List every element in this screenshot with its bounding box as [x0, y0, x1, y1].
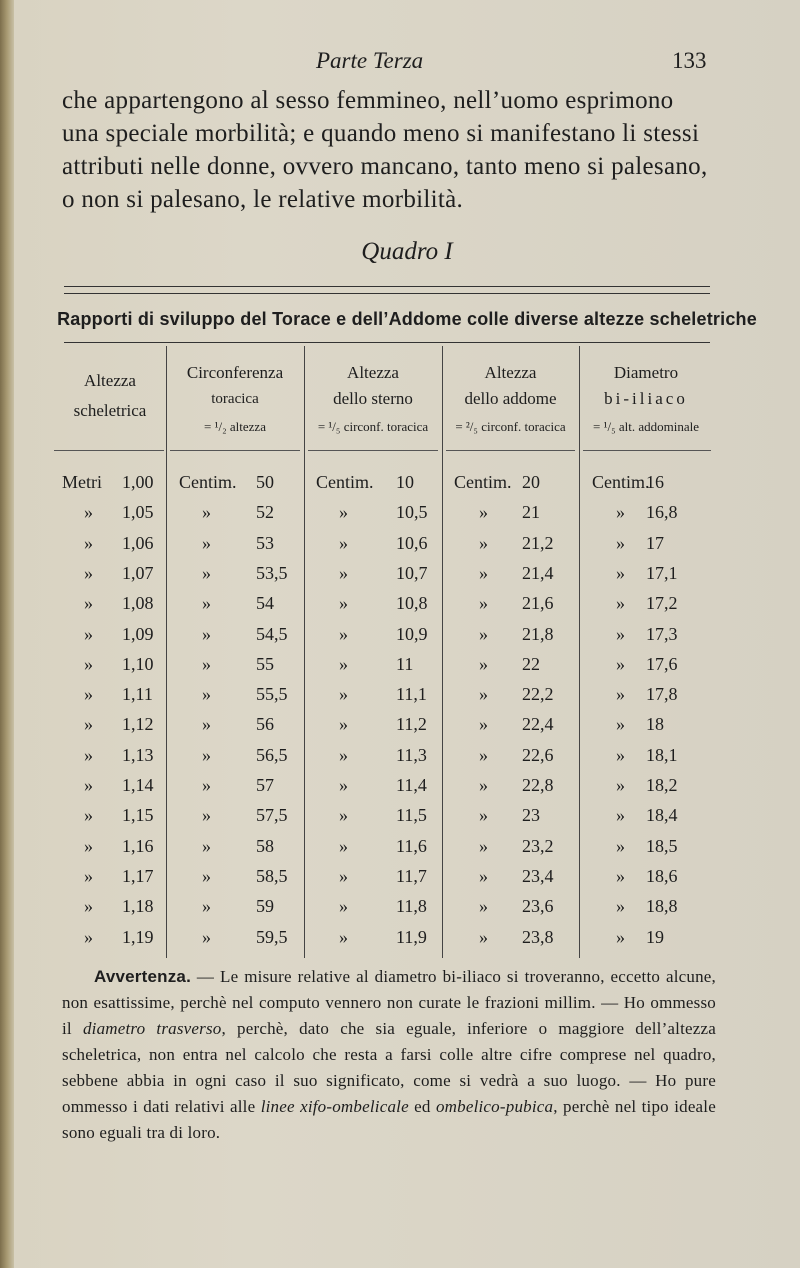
- ditto-mark: »: [479, 865, 488, 886]
- table-cell: 11,2: [396, 714, 427, 735]
- table-cell: 16,8: [646, 502, 678, 523]
- column-header-diametro: [579, 360, 713, 412]
- ditto-mark: »: [202, 623, 211, 644]
- ditto-mark: »: [84, 593, 93, 614]
- column-header-altezza-addome: [442, 360, 579, 412]
- table-cell: 22,8: [522, 775, 554, 795]
- table-cell: 19: [646, 926, 664, 947]
- table-cell: 10,9: [396, 623, 428, 644]
- column-header-circonferenza: [166, 360, 304, 412]
- ditto-mark: »: [339, 896, 348, 917]
- table-row: [14, 624, 800, 654]
- header-rule: [308, 450, 438, 451]
- ditto-mark: »: [616, 926, 625, 947]
- header-line: scheletrica: [73, 401, 147, 420]
- book-binding-edge: [0, 0, 14, 1268]
- intro-text: che appartengono al sesso femmineo, nell’uomo esprimono una speciale morbilità; e quando meno si manifestano li stessi attributi nelle donne, ovvero mancano, tanto meno si palesano, o non si palesano, le relative morbilità.: [62, 87, 708, 213]
- table-cell: 1,19: [122, 926, 154, 947]
- ditto-mark: »: [339, 532, 348, 553]
- header-line: bi-iliaco: [604, 389, 688, 408]
- ditto-mark: »: [202, 714, 211, 735]
- ditto-mark: »: [84, 653, 93, 674]
- table-row: [14, 563, 800, 593]
- table-cell: 21: [522, 502, 540, 523]
- ditto-mark: »: [339, 744, 348, 765]
- table-cell: 56: [256, 714, 274, 735]
- table-cell: 23,4: [522, 865, 554, 886]
- note-emphasis: ombelico-pubica: [435, 1097, 554, 1116]
- ditto-mark: »: [84, 714, 93, 735]
- table-cell: 17,2: [646, 593, 678, 614]
- header-line: Altezza: [484, 363, 537, 382]
- header-rule: [54, 450, 164, 451]
- table-cell: 17,8: [646, 684, 678, 705]
- ditto-mark: »: [616, 896, 625, 917]
- ditto-mark: »: [84, 805, 93, 826]
- table-cell: 58: [256, 835, 274, 856]
- ditto-mark: »: [339, 805, 348, 826]
- table-cell: 1,12: [122, 714, 154, 735]
- table-cell: 11,5: [396, 805, 427, 826]
- header-line: Diametro: [613, 363, 679, 382]
- table-cell: 18,5: [646, 835, 678, 856]
- quadro-title: Quadro I: [361, 238, 453, 265]
- table-cell: 1,16: [122, 835, 154, 856]
- ditto-mark: »: [339, 926, 348, 947]
- table-cell: 1,08: [122, 593, 154, 614]
- table-cell: 17,6: [646, 653, 678, 674]
- ditto-mark: »: [479, 926, 488, 947]
- column-header-altezza-scheletrica: [54, 368, 166, 424]
- table-cell: 11,8: [396, 896, 427, 917]
- table-cell: 50: [256, 472, 274, 492]
- table-row: [14, 502, 800, 532]
- ditto-mark: »: [202, 805, 211, 826]
- table-cell: 1,18: [122, 896, 154, 917]
- table-row: [14, 836, 800, 866]
- table-cell: 11,4: [396, 775, 427, 795]
- table-cell: 1,05: [122, 502, 154, 523]
- table-cell: 21,6: [522, 593, 554, 614]
- ditto-mark: »: [84, 532, 93, 553]
- ditto-mark: »: [202, 562, 211, 583]
- page-number: 133: [672, 48, 707, 73]
- table-cell: 18,2: [646, 775, 678, 795]
- header-line: dello addome: [464, 389, 557, 408]
- note-emphasis: linee xifo-ombelicale: [260, 1097, 409, 1116]
- ditto-mark: »: [479, 653, 488, 674]
- table-row: [14, 866, 800, 896]
- ditto-mark: »: [339, 835, 348, 856]
- table-cell: 54,5: [256, 623, 288, 644]
- ditto-mark: »: [202, 896, 211, 917]
- table-cell: 11,3: [396, 744, 427, 765]
- unit-label: Metri: [62, 472, 102, 492]
- ditto-mark: »: [202, 502, 211, 523]
- table-cell: 18,4: [646, 805, 678, 826]
- ditto-mark: »: [479, 896, 488, 917]
- ditto-mark: »: [479, 593, 488, 614]
- ditto-mark: »: [479, 502, 488, 523]
- table-cell: 11,7: [396, 865, 427, 886]
- table-row: [14, 472, 800, 502]
- table-cell: 22,2: [522, 684, 554, 705]
- table-cell: 1,06: [122, 532, 154, 553]
- table-cell: 55,5: [256, 684, 288, 705]
- ditto-mark: »: [339, 653, 348, 674]
- header-line: toracica: [211, 391, 259, 407]
- table-cell: 1,09: [122, 623, 154, 644]
- ditto-mark: »: [616, 532, 625, 553]
- table-top-rule: [64, 342, 710, 343]
- table-cell: 11,1: [396, 684, 427, 705]
- table-cell: 17: [646, 532, 664, 553]
- ditto-mark: »: [84, 775, 93, 795]
- note-text: — Le misure relative al diametro bi-iliaco si troveranno, eccetto alcune, non esattissime, perchè nel computo vennero non curate le frazioni millim. — Ho ommesso il: [62, 967, 716, 1038]
- ditto-mark: »: [339, 623, 348, 644]
- ditto-mark: »: [84, 926, 93, 947]
- avvertenza-note: [62, 964, 716, 1146]
- table-row: [14, 684, 800, 714]
- ditto-mark: »: [616, 593, 625, 614]
- table-cell: 22: [522, 653, 540, 674]
- table-cell: 53,5: [256, 562, 288, 583]
- column-header-altezza-sterno: [304, 360, 442, 412]
- header-line: Altezza: [84, 371, 136, 390]
- note-paragraph: [62, 964, 716, 1146]
- ditto-mark: »: [479, 805, 488, 826]
- ditto-mark: »: [616, 653, 625, 674]
- table-cell: 21,8: [522, 623, 554, 644]
- ditto-mark: »: [616, 714, 625, 735]
- table-cell: 23,6: [522, 896, 554, 917]
- ditto-mark: »: [339, 775, 348, 795]
- column-formula: = ²/₅ circonf. toracica: [455, 419, 566, 434]
- table-cell: 18,1: [646, 744, 678, 765]
- table-cell: 17,3: [646, 623, 678, 644]
- ditto-mark: »: [616, 775, 625, 795]
- ditto-mark: »: [84, 865, 93, 886]
- ditto-mark: »: [479, 684, 488, 705]
- table-row: [14, 593, 800, 623]
- table-cell: 1,11: [122, 684, 153, 705]
- table-cell: 11,9: [396, 926, 427, 947]
- ditto-mark: »: [479, 562, 488, 583]
- table-cell: 23,2: [522, 835, 554, 856]
- table-cell: 1,10: [122, 653, 154, 674]
- intro-paragraph: [62, 84, 712, 216]
- table-cell: 23: [522, 805, 540, 826]
- table-cell: 57,5: [256, 805, 288, 826]
- table-cell: 23,8: [522, 926, 554, 947]
- ditto-mark: »: [84, 502, 93, 523]
- column-formula: = ¹/₅ circonf. toracica: [317, 419, 429, 434]
- ditto-mark: »: [616, 502, 625, 523]
- ditto-mark: »: [202, 744, 211, 765]
- ditto-mark: »: [479, 532, 488, 553]
- ditto-mark: »: [84, 835, 93, 856]
- table-title: Rapporti di sviluppo del Torace e dell’Addome colle diverse altezze scheletriche: [57, 309, 757, 329]
- header-rule: [446, 450, 575, 451]
- ditto-mark: »: [339, 714, 348, 735]
- table-cell: 1,14: [122, 775, 154, 795]
- table-cell: 57: [256, 775, 274, 795]
- ditto-mark: »: [202, 835, 211, 856]
- table-cell: 17,1: [646, 562, 678, 583]
- table-row: [14, 654, 800, 684]
- table-row: [14, 896, 800, 926]
- table-cell: 22,4: [522, 714, 554, 735]
- table-cell: 56,5: [256, 744, 288, 765]
- table-cell: 11: [396, 653, 414, 674]
- table-cell: 55: [256, 653, 274, 674]
- table-row: [14, 745, 800, 775]
- ditto-mark: »: [84, 684, 93, 705]
- unit-label: Centim.: [454, 472, 512, 492]
- double-rule: [64, 286, 710, 294]
- ditto-mark: »: [339, 502, 348, 523]
- running-head: Parte Terza: [316, 48, 424, 73]
- book-page: [14, 0, 800, 1268]
- ditto-mark: »: [84, 896, 93, 917]
- ditto-mark: »: [616, 805, 625, 826]
- note-emphasis: diametro trasverso: [82, 1019, 222, 1038]
- ditto-mark: »: [616, 865, 625, 886]
- table-cell: 10,8: [396, 593, 428, 614]
- table-row: [14, 533, 800, 563]
- table-row: [14, 775, 800, 805]
- table-cell: 18: [646, 714, 664, 735]
- ditto-mark: »: [84, 623, 93, 644]
- header-line: dello sterno: [333, 389, 413, 408]
- header-line: Circonferenza: [186, 363, 284, 382]
- ditto-mark: »: [202, 926, 211, 947]
- ditto-mark: »: [616, 835, 625, 856]
- ditto-mark: »: [202, 865, 211, 886]
- page-header: [14, 48, 800, 78]
- note-text: , perchè nel tipo ideale sono eguali tra di loro.: [62, 1097, 716, 1142]
- ditto-mark: »: [339, 593, 348, 614]
- table-cell: 54: [256, 593, 274, 614]
- table-cell: 21,4: [522, 562, 554, 583]
- table-cell: 10,7: [396, 562, 428, 583]
- table-row: [14, 927, 800, 957]
- ditto-mark: »: [616, 744, 625, 765]
- header-line: Altezza: [347, 363, 399, 382]
- table-cell: 59,5: [256, 926, 288, 947]
- ditto-mark: »: [84, 562, 93, 583]
- ditto-mark: »: [616, 562, 625, 583]
- ditto-mark: »: [339, 684, 348, 705]
- note-text: , perchè, dato che sia eguale, inferiore o maggiore dell’altezza scheletrica, non entra nel calcolo che resta a farsi colle altre cifre comprese nel quadro, sebbene abbia in ogni caso il suo significato, come si vedrà a suo luogo. — Ho pure ommesso i dati relativi alle: [62, 1019, 717, 1116]
- ditto-mark: »: [479, 744, 488, 765]
- table-cell: 11,6: [396, 835, 427, 856]
- ditto-mark: »: [479, 775, 488, 795]
- ditto-mark: »: [479, 623, 488, 644]
- column-formula: = ¹/₂ altezza: [204, 419, 266, 434]
- table-cell: 10,5: [396, 502, 428, 523]
- ditto-mark: »: [84, 744, 93, 765]
- ditto-mark: »: [202, 653, 211, 674]
- ditto-mark: »: [202, 593, 211, 614]
- ditto-mark: »: [339, 562, 348, 583]
- table-row: [14, 714, 800, 744]
- unit-label: Centim.: [592, 472, 650, 492]
- ditto-mark: »: [616, 623, 625, 644]
- unit-label: Centim.: [179, 472, 237, 492]
- table-cell: 18,6: [646, 865, 678, 886]
- table-cell: 1,13: [122, 744, 154, 765]
- note-text: ed: [408, 1097, 436, 1116]
- note-lead: Avvertenza.: [94, 967, 192, 986]
- table-cell: 16: [646, 472, 664, 492]
- table-cell: 52: [256, 502, 274, 523]
- table-cell: 10: [396, 472, 414, 492]
- table-cell: 53: [256, 532, 274, 553]
- header-rule: [170, 450, 300, 451]
- table-cell: 1,17: [122, 865, 154, 886]
- ditto-mark: »: [339, 865, 348, 886]
- column-formula: = ¹/₅ alt. addominale: [592, 419, 699, 434]
- ditto-mark: »: [479, 714, 488, 735]
- table-cell: 1,07: [122, 562, 154, 583]
- ditto-mark: »: [479, 835, 488, 856]
- ditto-mark: »: [202, 684, 211, 705]
- header-rule: [583, 450, 711, 451]
- ditto-mark: »: [202, 532, 211, 553]
- ditto-mark: »: [616, 684, 625, 705]
- table-cell: 18,8: [646, 896, 678, 917]
- ditto-mark: »: [202, 775, 211, 795]
- table-cell: 58,5: [256, 865, 288, 886]
- table-cell: 1,15: [122, 805, 154, 826]
- unit-label: Centim.: [316, 472, 374, 492]
- table-cell: 1,00: [122, 472, 154, 492]
- table-cell: 20: [522, 472, 540, 492]
- table-cell: 59: [256, 896, 274, 917]
- table-cell: 10,6: [396, 532, 428, 553]
- table-cell: 21,2: [522, 532, 554, 553]
- table-cell: 22,6: [522, 744, 554, 765]
- table-row: [14, 805, 800, 835]
